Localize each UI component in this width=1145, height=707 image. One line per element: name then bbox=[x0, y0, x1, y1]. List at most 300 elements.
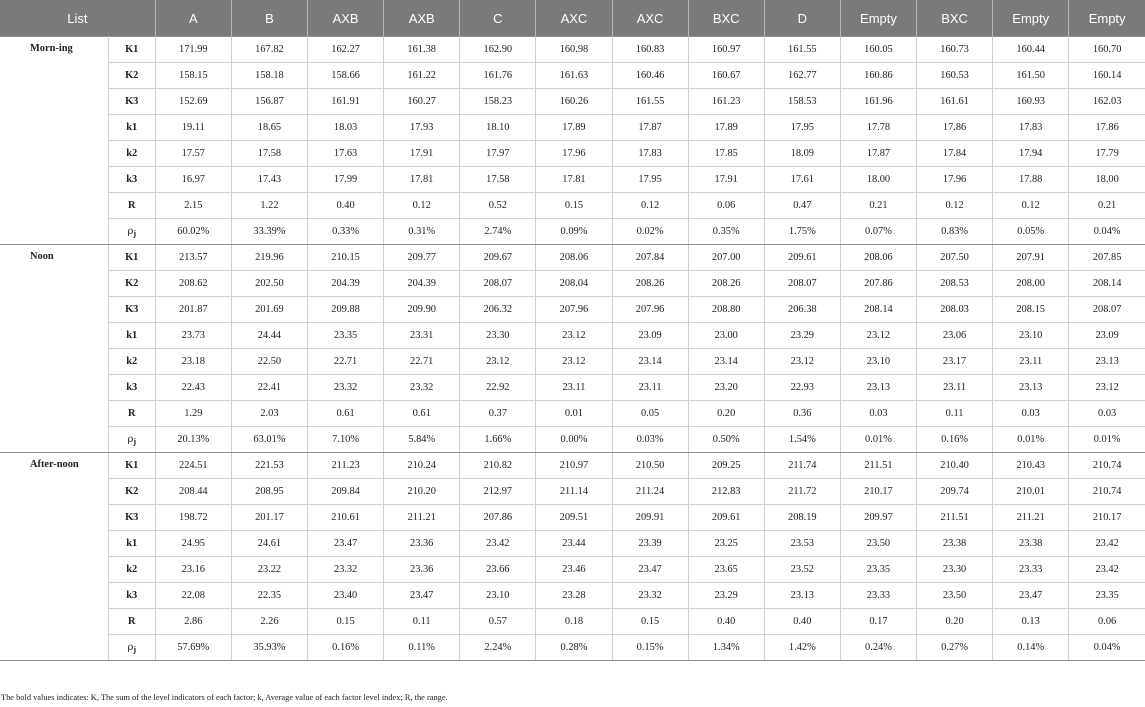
table-cell: 160.05 bbox=[840, 37, 916, 63]
table-cell: 23.42 bbox=[460, 531, 536, 557]
level-label: k3 bbox=[108, 583, 155, 609]
table-cell: 23.47 bbox=[308, 531, 384, 557]
table-cell: 210.15 bbox=[308, 245, 384, 271]
table-cell: 16.97 bbox=[155, 167, 231, 193]
table-cell: 211.21 bbox=[993, 505, 1069, 531]
table-cell: 23.32 bbox=[612, 583, 688, 609]
table-cell: 23.11 bbox=[536, 375, 612, 401]
table-cell: 17.93 bbox=[384, 115, 460, 141]
table-cell: 0.50% bbox=[688, 427, 764, 453]
table-cell: 202.50 bbox=[231, 271, 307, 297]
header-factor: AXB bbox=[384, 0, 460, 37]
table-cell: 17.78 bbox=[840, 115, 916, 141]
table-cell: 17.43 bbox=[231, 167, 307, 193]
table-cell: 23.13 bbox=[1069, 349, 1145, 375]
table-cell: 161.96 bbox=[840, 89, 916, 115]
table-cell: 0.12 bbox=[993, 193, 1069, 219]
table-row bbox=[0, 401, 1145, 427]
table-cell: 208.06 bbox=[536, 245, 612, 271]
table-cell: 209.74 bbox=[917, 479, 993, 505]
table-row bbox=[0, 219, 1145, 245]
table-cell: 211.74 bbox=[764, 453, 840, 479]
table-cell: 161.23 bbox=[688, 89, 764, 115]
table-cell: 211.24 bbox=[612, 479, 688, 505]
table-cell: 210.40 bbox=[917, 453, 993, 479]
table-cell: 23.14 bbox=[688, 349, 764, 375]
table-cell: 23.09 bbox=[1069, 323, 1145, 349]
level-label bbox=[108, 427, 155, 453]
level-subscript: j bbox=[133, 644, 136, 654]
table-cell: 0.05% bbox=[993, 219, 1069, 245]
header-factor: Empty bbox=[840, 0, 916, 37]
table-cell: 210.43 bbox=[993, 453, 1069, 479]
table-cell: 23.42 bbox=[1069, 531, 1145, 557]
table-cell: 210.20 bbox=[384, 479, 460, 505]
table-body bbox=[0, 37, 1145, 661]
table-cell: 160.46 bbox=[612, 63, 688, 89]
table-cell: 0.33% bbox=[308, 219, 384, 245]
table-row bbox=[0, 323, 1145, 349]
table-cell: 18.00 bbox=[1069, 167, 1145, 193]
table-row bbox=[0, 479, 1145, 505]
table-cell: 161.22 bbox=[384, 63, 460, 89]
table-cell: 23.50 bbox=[840, 531, 916, 557]
group-label: Morn-ing bbox=[0, 37, 108, 245]
table-cell: 0.03 bbox=[840, 401, 916, 427]
table-cell: 23.22 bbox=[231, 557, 307, 583]
table-cell: 35.93% bbox=[231, 635, 307, 661]
table-row bbox=[0, 349, 1145, 375]
header-factor: BXC bbox=[917, 0, 993, 37]
table-cell: 208.14 bbox=[840, 297, 916, 323]
table-cell: 160.67 bbox=[688, 63, 764, 89]
table-cell: 23.12 bbox=[536, 323, 612, 349]
table-cell: 161.91 bbox=[308, 89, 384, 115]
level-symbol: ρ bbox=[127, 225, 134, 237]
table-cell: 22.71 bbox=[384, 349, 460, 375]
table-cell: 17.89 bbox=[536, 115, 612, 141]
table-row bbox=[0, 193, 1145, 219]
level-label: k2 bbox=[108, 349, 155, 375]
table-cell: 0.01% bbox=[993, 427, 1069, 453]
table-cell: 23.12 bbox=[536, 349, 612, 375]
header-factor: BXC bbox=[688, 0, 764, 37]
table-cell: 209.88 bbox=[308, 297, 384, 323]
table-cell: 2.03 bbox=[231, 401, 307, 427]
table-cell: 23.32 bbox=[308, 375, 384, 401]
table-cell: 17.61 bbox=[764, 167, 840, 193]
table-cell: 0.00% bbox=[536, 427, 612, 453]
table-cell: 23.29 bbox=[688, 583, 764, 609]
table-cell: 23.53 bbox=[764, 531, 840, 557]
table-cell: 23.65 bbox=[688, 557, 764, 583]
table-cell: 207.86 bbox=[460, 505, 536, 531]
level-label: k3 bbox=[108, 167, 155, 193]
table-cell: 160.98 bbox=[536, 37, 612, 63]
table-cell: 2.15 bbox=[155, 193, 231, 219]
table-cell: 208.03 bbox=[917, 297, 993, 323]
table-cell: 198.72 bbox=[155, 505, 231, 531]
table-cell: 0.31% bbox=[384, 219, 460, 245]
table-cell: 17.96 bbox=[536, 141, 612, 167]
table-cell: 23.10 bbox=[460, 583, 536, 609]
table-cell: 23.00 bbox=[688, 323, 764, 349]
level-label: K1 bbox=[108, 245, 155, 271]
header-row bbox=[0, 0, 1145, 37]
table-row bbox=[0, 297, 1145, 323]
table-row bbox=[0, 271, 1145, 297]
table-cell: 18.65 bbox=[231, 115, 307, 141]
table-cell: 208.62 bbox=[155, 271, 231, 297]
table-cell: 23.30 bbox=[460, 323, 536, 349]
table-cell: 23.28 bbox=[536, 583, 612, 609]
table-cell: 161.61 bbox=[917, 89, 993, 115]
table-cell: 17.87 bbox=[612, 115, 688, 141]
table-cell: 22.50 bbox=[231, 349, 307, 375]
table-cell: 23.38 bbox=[993, 531, 1069, 557]
table-cell: 23.25 bbox=[688, 531, 764, 557]
table-cell: 160.86 bbox=[840, 63, 916, 89]
group-label: After-noon bbox=[0, 453, 108, 661]
table-cell: 161.55 bbox=[764, 37, 840, 63]
table-cell: 0.06 bbox=[688, 193, 764, 219]
table-cell: 23.47 bbox=[612, 557, 688, 583]
table-cell: 0.11 bbox=[917, 401, 993, 427]
level-label: k3 bbox=[108, 375, 155, 401]
table-cell: 17.81 bbox=[384, 167, 460, 193]
table-cell: 224.51 bbox=[155, 453, 231, 479]
table-cell: 22.71 bbox=[308, 349, 384, 375]
table-cell: 0.15 bbox=[308, 609, 384, 635]
table-cell: 209.51 bbox=[536, 505, 612, 531]
table-cell: 2.26 bbox=[231, 609, 307, 635]
header-factor: AXC bbox=[536, 0, 612, 37]
table-cell: 206.32 bbox=[460, 297, 536, 323]
table-cell: 207.96 bbox=[612, 297, 688, 323]
table-cell: 212.97 bbox=[460, 479, 536, 505]
level-label: K2 bbox=[108, 63, 155, 89]
table-cell: 162.03 bbox=[1069, 89, 1145, 115]
table-cell: 211.51 bbox=[917, 505, 993, 531]
table-cell: 160.27 bbox=[384, 89, 460, 115]
table-cell: 23.32 bbox=[384, 375, 460, 401]
table-cell: 23.09 bbox=[612, 323, 688, 349]
level-label: K3 bbox=[108, 505, 155, 531]
table-cell: 17.91 bbox=[688, 167, 764, 193]
table-cell: 17.58 bbox=[460, 167, 536, 193]
table-cell: 210.82 bbox=[460, 453, 536, 479]
table-cell: 160.14 bbox=[1069, 63, 1145, 89]
table-cell: 0.11 bbox=[384, 609, 460, 635]
table-cell: 204.39 bbox=[384, 271, 460, 297]
table-cell: 1.75% bbox=[764, 219, 840, 245]
table-cell: 160.44 bbox=[993, 37, 1069, 63]
table-cell: 211.14 bbox=[536, 479, 612, 505]
table-cell: 208.14 bbox=[1069, 271, 1145, 297]
table-cell: 22.93 bbox=[764, 375, 840, 401]
level-label: K3 bbox=[108, 297, 155, 323]
level-label: R bbox=[108, 609, 155, 635]
table-cell: 2.24% bbox=[460, 635, 536, 661]
table-cell: 23.10 bbox=[993, 323, 1069, 349]
level-subscript: j bbox=[133, 436, 136, 446]
level-label: k1 bbox=[108, 115, 155, 141]
table-row bbox=[0, 167, 1145, 193]
table-cell: 162.77 bbox=[764, 63, 840, 89]
table-cell: 23.18 bbox=[155, 349, 231, 375]
table-cell: 17.57 bbox=[155, 141, 231, 167]
table-cell: 23.12 bbox=[460, 349, 536, 375]
table-cell: 23.20 bbox=[688, 375, 764, 401]
table-cell: 0.40 bbox=[308, 193, 384, 219]
level-label bbox=[108, 635, 155, 661]
table-cell: 0.27% bbox=[917, 635, 993, 661]
table-cell: 213.57 bbox=[155, 245, 231, 271]
table-cell: 23.29 bbox=[764, 323, 840, 349]
table-cell: 23.33 bbox=[840, 583, 916, 609]
table-cell: 0.03% bbox=[612, 427, 688, 453]
table-cell: 23.16 bbox=[155, 557, 231, 583]
level-label: K2 bbox=[108, 271, 155, 297]
table-cell: 17.95 bbox=[764, 115, 840, 141]
table-cell: 0.02% bbox=[612, 219, 688, 245]
table-cell: 17.94 bbox=[993, 141, 1069, 167]
table-cell: 161.76 bbox=[460, 63, 536, 89]
table-cell: 160.73 bbox=[917, 37, 993, 63]
table-cell: 0.20 bbox=[917, 609, 993, 635]
header-factor: B bbox=[231, 0, 307, 37]
table-cell: 207.85 bbox=[1069, 245, 1145, 271]
table-cell: 23.12 bbox=[840, 323, 916, 349]
level-symbol: ρ bbox=[127, 641, 134, 653]
table-cell: 209.77 bbox=[384, 245, 460, 271]
table-cell: 209.97 bbox=[840, 505, 916, 531]
table-cell: 23.42 bbox=[1069, 557, 1145, 583]
table-cell: 208.06 bbox=[840, 245, 916, 271]
table-cell: 23.12 bbox=[1069, 375, 1145, 401]
table-cell: 23.11 bbox=[993, 349, 1069, 375]
table-cell: 0.20 bbox=[688, 401, 764, 427]
table-cell: 207.96 bbox=[536, 297, 612, 323]
table-cell: 23.12 bbox=[764, 349, 840, 375]
table-cell: 0.04% bbox=[1069, 635, 1145, 661]
table-cell: 0.83% bbox=[917, 219, 993, 245]
table-cell: 201.87 bbox=[155, 297, 231, 323]
level-label: k1 bbox=[108, 323, 155, 349]
table-cell: 161.55 bbox=[612, 89, 688, 115]
table-cell: 209.61 bbox=[764, 245, 840, 271]
table-cell: 17.79 bbox=[1069, 141, 1145, 167]
table-cell: 208.00 bbox=[993, 271, 1069, 297]
table-cell: 23.33 bbox=[993, 557, 1069, 583]
table-cell: 209.67 bbox=[460, 245, 536, 271]
table-cell: 17.91 bbox=[384, 141, 460, 167]
table-cell: 17.83 bbox=[612, 141, 688, 167]
table-cell: 211.21 bbox=[384, 505, 460, 531]
header-list: List bbox=[0, 0, 155, 37]
table-cell: 17.81 bbox=[536, 167, 612, 193]
table-cell: 23.11 bbox=[612, 375, 688, 401]
level-symbol: ρ bbox=[127, 433, 134, 445]
table-cell: 17.96 bbox=[917, 167, 993, 193]
table-cell: 23.35 bbox=[840, 557, 916, 583]
table-cell: 23.31 bbox=[384, 323, 460, 349]
table-cell: 23.14 bbox=[612, 349, 688, 375]
table-cell: 22.41 bbox=[231, 375, 307, 401]
table-cell: 208.19 bbox=[764, 505, 840, 531]
table-cell: 208.53 bbox=[917, 271, 993, 297]
table-cell: 208.15 bbox=[993, 297, 1069, 323]
table-cell: 0.35% bbox=[688, 219, 764, 245]
table-cell: 2.74% bbox=[460, 219, 536, 245]
table-cell: 0.15% bbox=[612, 635, 688, 661]
table-cell: 0.05 bbox=[612, 401, 688, 427]
level-label bbox=[108, 219, 155, 245]
table-cell: 208.04 bbox=[536, 271, 612, 297]
table-cell: 23.50 bbox=[917, 583, 993, 609]
table-row bbox=[0, 609, 1145, 635]
table-cell: 210.01 bbox=[993, 479, 1069, 505]
table-cell: 23.66 bbox=[460, 557, 536, 583]
table-cell: 207.50 bbox=[917, 245, 993, 271]
table-cell: 208.95 bbox=[231, 479, 307, 505]
table-cell: 24.61 bbox=[231, 531, 307, 557]
table-cell: 18.00 bbox=[840, 167, 916, 193]
table-cell: 209.90 bbox=[384, 297, 460, 323]
table-cell: 1.34% bbox=[688, 635, 764, 661]
table-row bbox=[0, 453, 1145, 479]
table-cell: 219.96 bbox=[231, 245, 307, 271]
header-factor: AXB bbox=[308, 0, 384, 37]
table-cell: 210.17 bbox=[840, 479, 916, 505]
table-cell: 0.37 bbox=[460, 401, 536, 427]
level-label: k2 bbox=[108, 557, 155, 583]
table-cell: 23.52 bbox=[764, 557, 840, 583]
table-cell: 22.43 bbox=[155, 375, 231, 401]
table-cell: 0.40 bbox=[688, 609, 764, 635]
table-cell: 208.26 bbox=[688, 271, 764, 297]
table-cell: 152.69 bbox=[155, 89, 231, 115]
table-cell: 23.13 bbox=[764, 583, 840, 609]
table-cell: 23.39 bbox=[612, 531, 688, 557]
table-cell: 0.01% bbox=[840, 427, 916, 453]
table-cell: 171.99 bbox=[155, 37, 231, 63]
table-cell: 22.35 bbox=[231, 583, 307, 609]
table-row bbox=[0, 89, 1145, 115]
table-cell: 17.86 bbox=[917, 115, 993, 141]
level-label: K3 bbox=[108, 89, 155, 115]
table-cell: 17.83 bbox=[993, 115, 1069, 141]
table-cell: 0.01% bbox=[1069, 427, 1145, 453]
table-cell: 209.61 bbox=[688, 505, 764, 531]
table-row bbox=[0, 557, 1145, 583]
header-factor: AXC bbox=[612, 0, 688, 37]
table-cell: 0.16% bbox=[308, 635, 384, 661]
table-cell: 0.06 bbox=[1069, 609, 1145, 635]
table-cell: 20.13% bbox=[155, 427, 231, 453]
level-label: K2 bbox=[108, 479, 155, 505]
table-cell: 0.17 bbox=[840, 609, 916, 635]
table-cell: 22.08 bbox=[155, 583, 231, 609]
table-row bbox=[0, 37, 1145, 63]
table-cell: 17.85 bbox=[688, 141, 764, 167]
table-cell: 17.99 bbox=[308, 167, 384, 193]
table-cell: 17.95 bbox=[612, 167, 688, 193]
table-cell: 1.66% bbox=[460, 427, 536, 453]
table-cell: 0.57 bbox=[460, 609, 536, 635]
table-cell: 0.16% bbox=[917, 427, 993, 453]
table-cell: 208.07 bbox=[460, 271, 536, 297]
table-cell: 7.10% bbox=[308, 427, 384, 453]
header-factor: Empty bbox=[993, 0, 1069, 37]
table-cell: 0.09% bbox=[536, 219, 612, 245]
table-cell: 160.83 bbox=[612, 37, 688, 63]
table-cell: 0.28% bbox=[536, 635, 612, 661]
table-cell: 210.17 bbox=[1069, 505, 1145, 531]
table-cell: 23.30 bbox=[917, 557, 993, 583]
table-cell: 0.13 bbox=[993, 609, 1069, 635]
table-cell: 0.61 bbox=[308, 401, 384, 427]
group-label: Noon bbox=[0, 245, 108, 453]
table-cell: 160.70 bbox=[1069, 37, 1145, 63]
table-row bbox=[0, 635, 1145, 661]
table-cell: 18.10 bbox=[460, 115, 536, 141]
table-row bbox=[0, 531, 1145, 557]
table-cell: 23.36 bbox=[384, 557, 460, 583]
table-cell: 18.09 bbox=[764, 141, 840, 167]
header-factor: D bbox=[764, 0, 840, 37]
table-cell: 23.13 bbox=[993, 375, 1069, 401]
level-label: k1 bbox=[108, 531, 155, 557]
table-cell: 1.29 bbox=[155, 401, 231, 427]
table-cell: 17.86 bbox=[1069, 115, 1145, 141]
table-cell: 209.25 bbox=[688, 453, 764, 479]
table-cell: 158.18 bbox=[231, 63, 307, 89]
table-cell: 0.01 bbox=[536, 401, 612, 427]
table-cell: 23.06 bbox=[917, 323, 993, 349]
table-cell: 160.53 bbox=[917, 63, 993, 89]
table-cell: 0.12 bbox=[384, 193, 460, 219]
header-factor: A bbox=[155, 0, 231, 37]
table-cell: 23.35 bbox=[1069, 583, 1145, 609]
table-row bbox=[0, 245, 1145, 271]
table-cell: 23.10 bbox=[840, 349, 916, 375]
table-footnote: The bold values indicates: K, The sum of the level indicators of each factor; k, Average value of each factor level index; R, the range. bbox=[1, 693, 448, 702]
table-cell: 17.88 bbox=[993, 167, 1069, 193]
table-cell: 206.38 bbox=[764, 297, 840, 323]
table-header bbox=[0, 0, 1145, 37]
table-cell: 210.50 bbox=[612, 453, 688, 479]
table-cell: 158.15 bbox=[155, 63, 231, 89]
table-cell: 208.07 bbox=[764, 271, 840, 297]
level-label: R bbox=[108, 193, 155, 219]
table-cell: 207.86 bbox=[840, 271, 916, 297]
table-cell: 207.84 bbox=[612, 245, 688, 271]
header-factor: C bbox=[460, 0, 536, 37]
table-cell: 0.24% bbox=[840, 635, 916, 661]
table-cell: 63.01% bbox=[231, 427, 307, 453]
table-cell: 0.36 bbox=[764, 401, 840, 427]
table-cell: 18.03 bbox=[308, 115, 384, 141]
table-cell: 0.47 bbox=[764, 193, 840, 219]
table-cell: 210.97 bbox=[536, 453, 612, 479]
table-cell: 0.14% bbox=[993, 635, 1069, 661]
table-cell: 161.50 bbox=[993, 63, 1069, 89]
table-cell: 158.53 bbox=[764, 89, 840, 115]
table-cell: 208.80 bbox=[688, 297, 764, 323]
table-row bbox=[0, 115, 1145, 141]
table-cell: 161.63 bbox=[536, 63, 612, 89]
